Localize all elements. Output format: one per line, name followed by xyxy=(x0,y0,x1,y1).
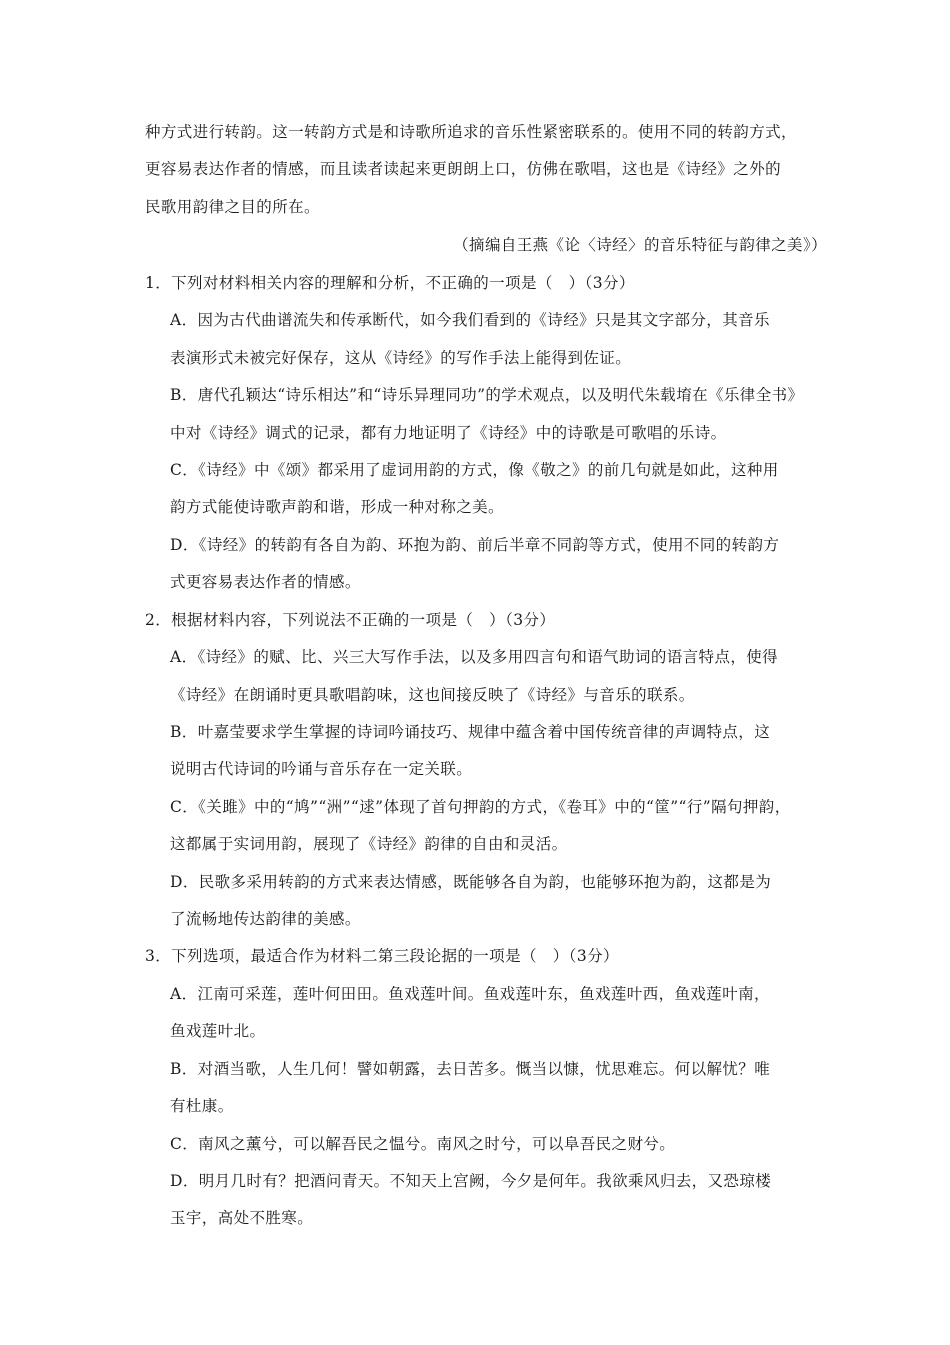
question-1-option-a: A．因为古代曲谱流失和传承断代，如今我们看到的《诗经》只是其文字部分，其音乐 xyxy=(170,311,770,329)
intro-line: 民歌用韵律之目的所在。 xyxy=(145,198,320,216)
question-2-option-a: A．《诗经》的赋、比、兴三大写作手法，以及多用四言句和语气助词的语言特点，使得 xyxy=(170,648,779,666)
intro-line: 更容易表达作者的情感，而且读者读起来更朗朗上口，仿佛在歌唱，这也是《诗经》之外的 xyxy=(145,160,782,178)
question-2-option-c-cont: 这都属于实词用韵，展现了《诗经》韵律的自由和灵活。 xyxy=(170,835,568,853)
question-2-option-a-cont: 《诗经》在朗诵时更具歌唱韵味，这也间接反映了《诗经》与音乐的联系。 xyxy=(170,686,695,704)
question-2-option-b-cont: 说明古代诗词的吟诵与音乐存在一定关联。 xyxy=(170,760,473,778)
question-2-option-d-cont: 了流畅地传达韵律的美感。 xyxy=(170,910,361,928)
question-1-option-c-cont: 韵方式能使诗歌声韵和谐，形成一种对称之美。 xyxy=(170,498,504,516)
question-3-option-c: C．南风之薰兮，可以解吾民之愠兮。南风之时兮，可以阜吾民之财兮。 xyxy=(170,1135,676,1153)
intro-line: 种方式进行转韵。这一转韵方式是和诗歌所追求的音乐性紧密联系的。使用不同的转韵方式， xyxy=(145,123,797,141)
question-3-option-d-cont: 玉宇，高处不胜寒。 xyxy=(170,1209,314,1227)
question-3-option-a: A．江南可采莲，莲叶何田田。鱼戏莲叶间。鱼戏莲叶东，鱼戏莲叶西，鱼戏莲叶南， xyxy=(170,985,770,1003)
question-2-option-c: C．《关雎》中的“鸠”“洲”“逑”体现了首句押韵的方式，《卷耳》中的“筐”“行”隔句押韵， xyxy=(170,798,791,816)
question-2-stem: 2．根据材料内容，下列说法不正确的一项是（ ）（3分） xyxy=(145,611,556,629)
question-1-option-b: B．唐代孔颖达“诗乐相达”和“诗乐异理同功”的学术观点，以及明代朱载堉在《乐律全书》 xyxy=(170,386,804,404)
question-2-option-b: B．叶嘉莹要求学生掌握的诗词吟诵技巧、规律中蕴含着中国传统音律的声调特点，这 xyxy=(170,723,771,741)
question-3-stem: 3．下列选项，最适合作为材料二第三段论据的一项是（ ）（3分） xyxy=(145,947,619,965)
question-3-option-b: B．对酒当歌，人生几何！譬如朝露，去日苦多。慨当以慷，忧思难忘。何以解忧？唯 xyxy=(170,1060,771,1078)
question-1-option-a-cont: 表演形式未被完好保存，这从《诗经》的写作手法上能得到佐证。 xyxy=(170,349,632,367)
source-citation: （摘编自王燕《论〈诗经〉的音乐特征与韵律之美》） xyxy=(453,236,827,254)
question-1-option-d-cont: 式更容易表达作者的情感。 xyxy=(170,573,361,591)
question-1-option-b-cont: 中对《诗经》调式的记录，都有力地证明了《诗经》中的诗歌是可歌唱的乐诗。 xyxy=(170,424,727,442)
question-2-option-d: D．民歌多采用转韵的方式来表达情感，既能够各自为韵，也能够环抱为韵，这都是为 xyxy=(170,873,772,891)
question-3-option-a-cont: 鱼戏莲叶北。 xyxy=(170,1022,266,1040)
question-1-stem: 1．下列对材料相关内容的理解和分析，不正确的一项是（ ）（3分） xyxy=(145,274,635,292)
question-3-option-d: D．明月几时有？把酒问青天。不知天上宫阙，今夕是何年。我欲乘风归去，又恐琼楼 xyxy=(170,1172,772,1190)
question-3-option-b-cont: 有杜康。 xyxy=(170,1097,234,1115)
question-1-option-c: C．《诗经》中《颂》都采用了虚词用韵的方式，像《敬之》的前几句就是如此，这种用 xyxy=(170,461,779,479)
question-1-option-d: D．《诗经》的转韵有各自为韵、环抱为韵、前后半章不同韵等方式，使用不同的转韵方 xyxy=(170,536,780,554)
